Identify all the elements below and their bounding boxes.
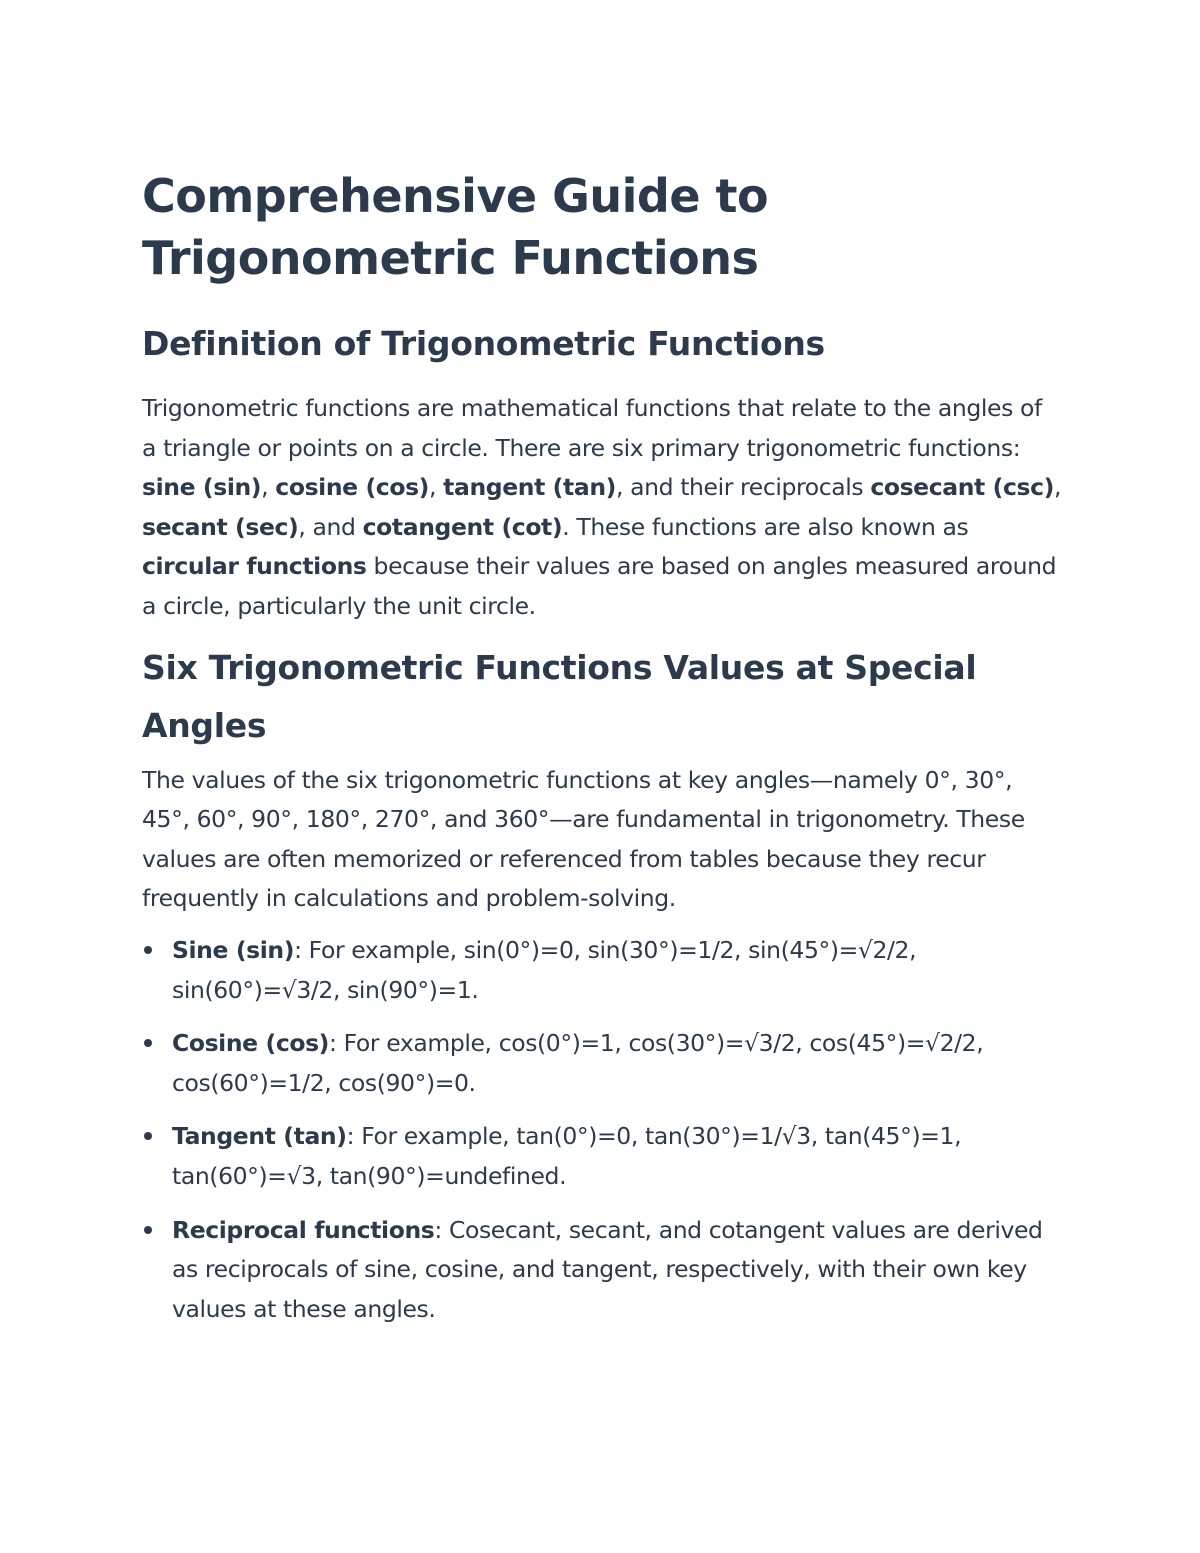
document-page [142,165,1062,1343]
section-heading-special-angles: Six Trigonometric Functions Values at Special Angles [142,647,977,745]
bullet-icon [144,1226,152,1234]
bullet-icon [144,946,152,954]
section-heading-definition: Definition of Trigonometric Functions [142,324,825,363]
list-item-cosine: Cosine (cos): For example, cos(0°)=1, cos(30°)=√3/2, cos(45°)=√2/2, cos(60°)=1/2, cos(90°)=0. [142,1024,1062,1103]
term-cosecant: cosecant (csc) [870,473,1054,502]
term-cosine: cosine (cos) [275,473,430,502]
term-tangent: tangent (tan) [443,473,616,502]
special-angles-intro: The values of the six trigonometric functions at key angles—namely 0°, 30°, 45°, 60°, 90°, 180°, 270°, and 360°—are fundamental in trigonometry. These values are often memorized or referenced from tables because they recur frequently in calculations and problem-solving. [142,765,1025,913]
term-secant: secant (sec) [142,512,299,541]
bullet-icon [144,1132,152,1140]
term-cotangent: cotangent (cot) [362,512,563,541]
values-list [142,931,1062,1329]
term-circular-functions: circular functions [142,552,367,581]
page-title: Comprehensive Guide to Trigonometric Functions [142,169,769,285]
list-item-tangent: Tangent (tan): For example, tan(0°)=0, tan(30°)=1/√3, tan(45°)=1, tan(60°)=√3, tan(90°)=undefined. [142,1117,1062,1196]
list-item-sine: Sine (sin): For example, sin(0°)=0, sin(30°)=1/2, sin(45°)=√2/2, sin(60°)=√3/2, sin(90°)=1. [142,931,1062,1010]
definition-paragraph: Trigonometric functions are mathematical functions that relate to the angles of a triangle or points on a circle. There are six primary trigonometric functions: sine (sin), cosine (cos), tangent (tan), and their reciprocals cosecant (csc), secant (sec), and cotangent (cot). These functions are also known as circular functions because their values are based on angles measured around a circle, particularly the unit circle. [142,394,1062,620]
bullet-icon [144,1039,152,1047]
list-item-reciprocal: Reciprocal functions: Cosecant, secant, and cotangent values are derived as reciprocals of sine, cosine, and tangent, respectively, with their own key values at these angles. [142,1211,1062,1330]
term-sine: sine (sin) [142,473,262,502]
